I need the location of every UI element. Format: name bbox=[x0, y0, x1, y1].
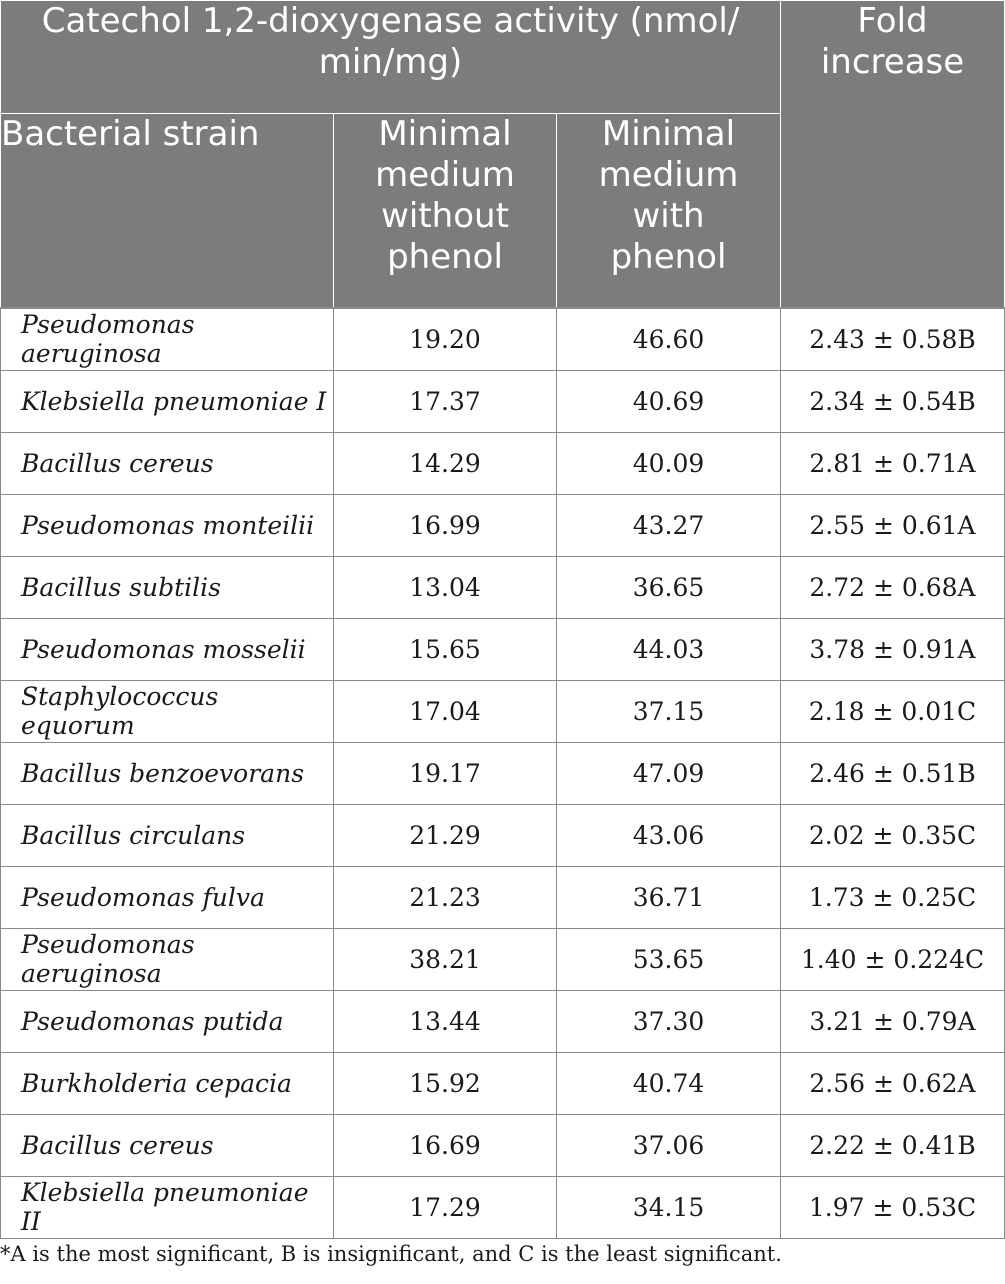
table-row bbox=[1, 990, 1005, 1052]
strain-cell: Bacillus subtilis bbox=[1, 556, 334, 618]
fold-increase-cell: 2.18 ± 0.01C bbox=[781, 680, 1005, 742]
strain-cell: Bacillus benzoevorans bbox=[1, 742, 334, 804]
fold-increase-cell: 2.55 ± 0.61A bbox=[781, 494, 1005, 556]
with-phenol-cell: 34.15 bbox=[557, 1176, 781, 1238]
with-phenol-cell: 36.71 bbox=[557, 866, 781, 928]
header-bacterial-strain bbox=[1, 114, 334, 308]
fold-increase-cell: 2.34 ± 0.54B bbox=[781, 370, 1005, 432]
with-phenol-cell: 43.27 bbox=[557, 494, 781, 556]
strain-cell: Bacillus cereus bbox=[1, 432, 334, 494]
with-phenol-cell: 46.60 bbox=[557, 308, 781, 371]
strain-cell: Pseudomonas fulva bbox=[1, 866, 334, 928]
without-phenol-cell: 16.69 bbox=[334, 1114, 557, 1176]
fold-increase-cell: 3.78 ± 0.91A bbox=[781, 618, 1005, 680]
strain-cell: Pseudomonas putida bbox=[1, 990, 334, 1052]
table-row bbox=[1, 494, 1005, 556]
with-phenol-cell: 44.03 bbox=[557, 618, 781, 680]
without-phenol-cell: 21.23 bbox=[334, 866, 557, 928]
footnote: *A is the most significant, B is insignificant, and C is the least significant. bbox=[0, 1242, 782, 1266]
without-phenol-cell: 17.29 bbox=[334, 1176, 557, 1238]
fold-increase-cell: 2.02 ± 0.35C bbox=[781, 804, 1005, 866]
header-activity-group bbox=[1, 1, 781, 114]
without-phenol-cell: 15.92 bbox=[334, 1052, 557, 1114]
without-phenol-cell: 13.44 bbox=[334, 990, 557, 1052]
without-phenol-cell: 17.37 bbox=[334, 370, 557, 432]
strain-cell: Burkholderia cepacia bbox=[1, 1052, 334, 1114]
with-phenol-cell: 47.09 bbox=[557, 742, 781, 804]
without-phenol-cell: 17.04 bbox=[334, 680, 557, 742]
strain-cell: Klebsiella pneumoniae II bbox=[1, 1176, 334, 1238]
without-phenol-cell: 19.20 bbox=[334, 308, 557, 371]
with-phenol-cell: 37.15 bbox=[557, 680, 781, 742]
fold-increase-cell: 2.46 ± 0.51B bbox=[781, 742, 1005, 804]
with-phenol-cell: 37.30 bbox=[557, 990, 781, 1052]
strain-cell: Staphylococcus equorum bbox=[1, 680, 334, 742]
header-without-phenol bbox=[334, 114, 557, 308]
table-row bbox=[1, 1114, 1005, 1176]
header-with-phenol bbox=[557, 114, 781, 308]
with-phenol-cell: 53.65 bbox=[557, 928, 781, 990]
table-row bbox=[1, 866, 1005, 928]
table-body bbox=[1, 308, 1005, 1239]
with-phenol-cell: 40.69 bbox=[557, 370, 781, 432]
without-phenol-cell: 16.99 bbox=[334, 494, 557, 556]
without-phenol-cell: 19.17 bbox=[334, 742, 557, 804]
table-row bbox=[1, 680, 1005, 742]
with-phenol-cell: 37.06 bbox=[557, 1114, 781, 1176]
strain-cell: Pseudomonas mosselii bbox=[1, 618, 334, 680]
fold-increase-cell: 1.97 ± 0.53C bbox=[781, 1176, 1005, 1238]
fold-increase-cell: 2.43 ± 0.58B bbox=[781, 308, 1005, 371]
without-phenol-cell: 14.29 bbox=[334, 432, 557, 494]
fold-increase-cell: 3.21 ± 0.79A bbox=[781, 990, 1005, 1052]
without-phenol-cell: 21.29 bbox=[334, 804, 557, 866]
strain-cell: Pseudomonas aeruginosa bbox=[1, 308, 334, 371]
header-bacterial-strain-text: Bacterial strain bbox=[1, 114, 260, 154]
strain-cell: Klebsiella pneumoniae I bbox=[1, 370, 334, 432]
fold-increase-cell: 1.73 ± 0.25C bbox=[781, 866, 1005, 928]
header-activity-group-text: Catechol 1,2-dioxygenase activity (nmol/ min/mg) bbox=[41, 1, 740, 82]
table-row bbox=[1, 1052, 1005, 1114]
without-phenol-cell: 38.21 bbox=[334, 928, 557, 990]
table-row bbox=[1, 804, 1005, 866]
table-row bbox=[1, 928, 1005, 990]
strain-cell: Pseudomonas monteilii bbox=[1, 494, 334, 556]
with-phenol-cell: 40.09 bbox=[557, 432, 781, 494]
without-phenol-cell: 15.65 bbox=[334, 618, 557, 680]
fold-increase-cell: 2.56 ± 0.62A bbox=[781, 1052, 1005, 1114]
fold-increase-cell: 2.81 ± 0.71A bbox=[781, 432, 1005, 494]
with-phenol-cell: 43.06 bbox=[557, 804, 781, 866]
table-row bbox=[1, 1176, 1005, 1238]
table-row bbox=[1, 742, 1005, 804]
header-fold-increase bbox=[781, 1, 1005, 308]
strain-cell: Bacillus circulans bbox=[1, 804, 334, 866]
with-phenol-cell: 40.74 bbox=[557, 1052, 781, 1114]
table-row bbox=[1, 618, 1005, 680]
without-phenol-cell: 13.04 bbox=[334, 556, 557, 618]
strain-cell: Pseudomonas aeruginosa bbox=[1, 928, 334, 990]
strain-cell: Bacillus cereus bbox=[1, 1114, 334, 1176]
header-without-phenol-text: Minimal medium without phenol bbox=[375, 114, 515, 277]
with-phenol-cell: 36.65 bbox=[557, 556, 781, 618]
table-row bbox=[1, 370, 1005, 432]
table-row bbox=[1, 308, 1005, 371]
table-row bbox=[1, 432, 1005, 494]
header-with-phenol-text: Minimal medium with phenol bbox=[598, 114, 739, 277]
header-fold-increase-text: Fold increase bbox=[820, 1, 965, 82]
fold-increase-cell: 2.72 ± 0.68A bbox=[781, 556, 1005, 618]
fold-increase-cell: 1.40 ± 0.224C bbox=[781, 928, 1005, 990]
fold-increase-cell: 2.22 ± 0.41B bbox=[781, 1114, 1005, 1176]
table-row bbox=[1, 556, 1005, 618]
